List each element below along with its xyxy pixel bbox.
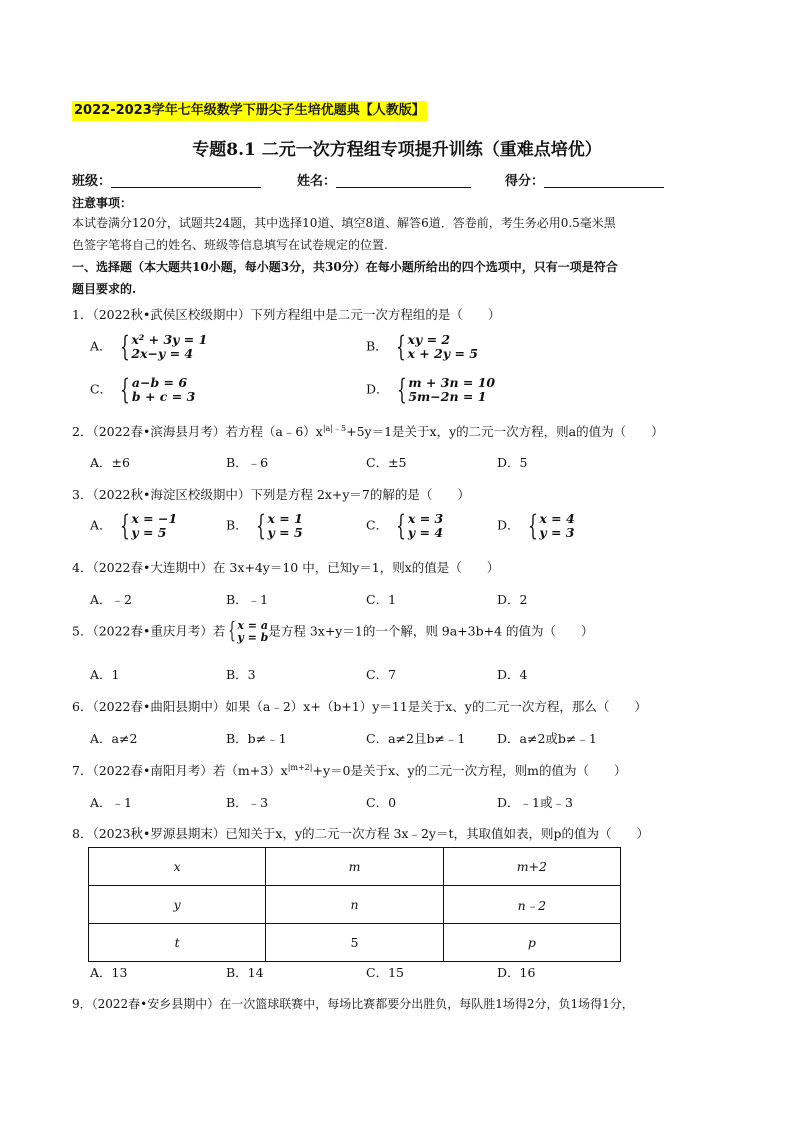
- q7-option-b[interactable]: B．﹣3: [226, 795, 269, 810]
- equation-system: { x = 4 y = 3: [527, 509, 575, 542]
- table-cell: n﹣2: [443, 886, 620, 924]
- score-blank[interactable]: [544, 173, 664, 188]
- option-label: A．: [90, 338, 112, 354]
- q6-stem: 6．（2022春•曲阳县期中）如果（a﹣2）x+（b+1）y＝11是关于x、y的二元一次方程，那么（ ）: [72, 699, 647, 714]
- table-cell: p: [443, 924, 620, 962]
- q4-option-a[interactable]: A．﹣2: [90, 592, 132, 607]
- q2-stem: [72, 422, 664, 440]
- option-label: B．: [366, 338, 388, 354]
- table-cell: n: [266, 886, 443, 924]
- table-cell: t: [89, 924, 266, 962]
- q7-option-a[interactable]: A．﹣1: [90, 795, 132, 810]
- q5-option-c[interactable]: C．7: [366, 667, 397, 682]
- notes-heading: 注意事项：: [72, 196, 133, 210]
- q6-option-b[interactable]: B．b≠﹣1: [226, 731, 287, 746]
- stem-part: 2．（2022春•滨海县月考）若方程（a﹣6）x: [72, 424, 323, 439]
- equation-line: y = 5: [267, 525, 303, 540]
- equation-line: x² + 3y = 1: [131, 332, 208, 347]
- q6-option-d[interactable]: D．a≠2或b≠﹣1: [497, 731, 597, 746]
- stem-part: 是方程 3x+y＝1的一个解，则 9a+3b+4 的值为（ ）: [268, 623, 594, 639]
- stem-part: +5y＝1是关于x，y的二元一次方程，则a的值为（ ）: [346, 424, 664, 439]
- equation-system: { x = a y = b: [228, 619, 269, 644]
- q2-option-a[interactable]: A．±6: [90, 455, 130, 470]
- q3-option-b[interactable]: [226, 509, 303, 542]
- table-cell: m: [266, 848, 443, 886]
- option-label: A．: [90, 517, 112, 533]
- equation-line: a−b = 6: [131, 375, 188, 390]
- q7-stem: [72, 761, 626, 779]
- table-cell: y: [89, 886, 266, 924]
- equation-line: xy = 2: [407, 332, 451, 347]
- option-label: C．: [90, 381, 113, 397]
- option-label: B．: [226, 517, 248, 533]
- q4-option-b[interactable]: B．﹣1: [226, 592, 269, 607]
- equation-line: b + c = 3: [131, 389, 196, 404]
- q4-option-d[interactable]: D．2: [497, 592, 528, 607]
- q8-value-table: [88, 847, 621, 962]
- name-label: 姓名：: [297, 174, 337, 189]
- table-cell: m+2: [443, 848, 620, 886]
- name-field: [297, 170, 471, 189]
- q4-stem: 4．（2022春•大连期中）在 3x+4y＝10 中，已知y＝1，则x的值是（ ）: [72, 560, 500, 575]
- exponent: |a|﹣5: [322, 423, 347, 433]
- class-label: 班级：: [72, 174, 112, 189]
- class-field: [72, 170, 261, 189]
- option-label: D．: [366, 381, 389, 397]
- q1-option-a[interactable]: [90, 330, 208, 363]
- q3-option-d[interactable]: [497, 509, 575, 542]
- q3-stem: 3．（2022秋•海淀区校级期中）下列是方程 2x+y＝7的解的是（ ）: [72, 487, 470, 502]
- equation-line: x = −1: [131, 511, 178, 526]
- equation-system: { x = 1 y = 5: [255, 509, 303, 542]
- q7-option-d[interactable]: D．﹣1或﹣3: [497, 795, 573, 810]
- table-row: [89, 886, 621, 924]
- table-row: [89, 924, 621, 962]
- notes-line-2: 色签字笔将自己的姓名、班级等信息填写在试卷规定的位置.: [72, 238, 388, 252]
- q2-option-c[interactable]: C．±5: [366, 455, 407, 470]
- series-banner: 2022-2023学年七年级数学下册尖子生培优题典【人教版】: [72, 101, 427, 121]
- equation-line: y = 5: [131, 525, 167, 540]
- table-row: [89, 848, 621, 886]
- q7-option-c[interactable]: C．0: [366, 795, 397, 810]
- equation-system: { xy = 2 x + 2y = 5: [395, 330, 478, 363]
- equation-line: y = 3: [539, 525, 575, 540]
- q1-option-c[interactable]: [90, 373, 196, 406]
- q2-option-b[interactable]: B．﹣6: [226, 455, 269, 470]
- section-heading-1: 一、选择题（本大题共10小题，每小题3分，共30分）在每小题所给出的四个选项中，只有一项是符合: [72, 260, 618, 274]
- equation-line: y = b: [237, 631, 269, 644]
- q5-stem: [72, 620, 594, 644]
- name-blank[interactable]: [336, 173, 471, 188]
- equation-line: x + 2y = 5: [407, 346, 478, 361]
- equation-system: { x = 3 y = 4: [396, 509, 444, 542]
- equation-line: x = 3: [407, 511, 444, 526]
- q1-option-b[interactable]: [366, 330, 478, 363]
- equation-line: m + 3n = 10: [408, 375, 496, 390]
- q3-option-c[interactable]: [366, 509, 444, 542]
- stem-part: 5．（2022春•重庆月考）若: [72, 623, 226, 639]
- section-heading-2: 题目要求的.: [72, 282, 137, 296]
- equation-line: x = 1: [267, 511, 303, 526]
- q5-option-a[interactable]: A．1: [90, 667, 120, 682]
- q1-stem: 1．（2022秋•武侯区校级期中）下列方程组中是二元一次方程组的是（ ）: [72, 307, 501, 322]
- table-cell: 5: [266, 924, 443, 962]
- score-field: [505, 170, 664, 189]
- q4-option-c[interactable]: C．1: [366, 592, 397, 607]
- option-label: C．: [366, 517, 389, 533]
- score-label: 得分：: [505, 174, 545, 189]
- q8-option-b[interactable]: B．14: [226, 965, 264, 980]
- stem-part: 7．（2022春•南阳月考）若（m+3）x: [72, 763, 288, 778]
- option-label: D．: [497, 517, 520, 533]
- q5-option-b[interactable]: B．3: [226, 667, 256, 682]
- q3-option-a[interactable]: [90, 509, 178, 542]
- equation-system: { x² + 3y = 1 2x−y = 4: [119, 330, 208, 363]
- table-cell: x: [89, 848, 266, 886]
- equation-system: { m + 3n = 10 5m−2n = 1: [396, 373, 496, 406]
- equation-line: y = 4: [407, 525, 444, 540]
- q6-option-c[interactable]: C．a≠2且b≠﹣1: [366, 731, 466, 746]
- exponent: |m+2|: [287, 762, 313, 772]
- equation-line: 5m−2n = 1: [408, 389, 487, 404]
- stem-part: +y＝0是关于x、y的二元一次方程，则m的值为（ ）: [312, 763, 627, 778]
- equation-system: { a−b = 6 b + c = 3: [120, 373, 196, 406]
- equation-line: 2x−y = 4: [131, 346, 194, 361]
- q6-option-a[interactable]: A．a≠2: [90, 731, 138, 746]
- q8-option-a[interactable]: A．13: [90, 965, 128, 980]
- page-title: 专题8.1 二元一次方程组专项提升训练（重难点培优）: [192, 140, 602, 160]
- equation-line: x = 4: [539, 511, 575, 526]
- q5-option-d[interactable]: D．4: [497, 667, 528, 682]
- q8-option-d[interactable]: D．16: [497, 965, 536, 980]
- q8-option-c[interactable]: C．15: [366, 965, 404, 980]
- q1-option-d[interactable]: [366, 373, 496, 406]
- q9-stem: 9．（2022春•安乡县期中）在一次篮球联赛中，每场比赛都要分出胜负，每队胜1场得2分，负1场得1分，: [72, 997, 634, 1011]
- equation-line: x = a: [237, 619, 268, 632]
- class-blank[interactable]: [111, 173, 261, 188]
- equation-system: { x = −1 y = 5: [119, 509, 178, 542]
- notes-line-1: 本试卷满分120分，试题共24题，其中选择10道、填空8道、解答6道．答卷前，考生务必用0.5毫米黑: [72, 216, 616, 230]
- q2-option-d[interactable]: D．5: [497, 455, 528, 470]
- q8-stem: 8．（2023秋•罗源县期末）已知关于x，y的二元一次方程 3x﹣2y＝t，其取值如表，则p的值为（ ）: [72, 826, 650, 841]
